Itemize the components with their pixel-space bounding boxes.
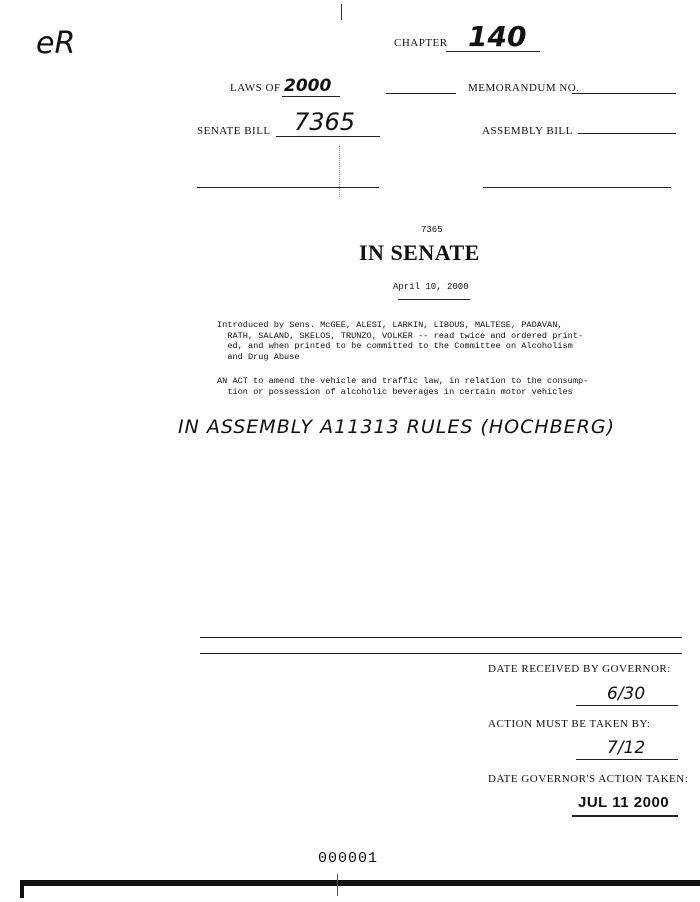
chapter-value: 140 [468, 20, 527, 53]
assembly-bill-line [578, 133, 676, 134]
bill-title: IN SENATE [359, 240, 480, 265]
introduced-line: and Drug Abuse [217, 351, 300, 362]
introduced-line: ed, and when printed to be committed to the Committee on Alcoholism [217, 341, 573, 351]
received-value: 6/30 [607, 684, 646, 704]
action-taken-line [572, 815, 678, 817]
action-by-line [576, 759, 678, 760]
divider-line-1 [200, 637, 682, 638]
memo-label: MEMORANDUM NO. [468, 82, 580, 94]
act-paragraph [217, 376, 588, 397]
scan-edge-corner [20, 880, 24, 898]
divider-line-2 [200, 653, 682, 654]
laws-value: 2000 [284, 76, 332, 96]
act-line: tion or possession of alcoholic beverages in certain motor vehicles [217, 386, 573, 397]
scan-edge-bar [20, 880, 700, 886]
received-line [576, 705, 678, 706]
bill-date: April 10, 2000 [393, 282, 469, 292]
chapter-line [446, 51, 540, 52]
page-number: 000001 [318, 850, 379, 867]
introduced-line: Introduced by Sens. McGEE, ALESI, LARKIN, LIBOUS, MALTESE, PADAVAN, [217, 320, 563, 330]
action-by-value: 7/12 [607, 738, 646, 758]
bill-number: 7365 [421, 225, 443, 235]
action-by-label: ACTION MUST BE TAKEN BY: [488, 718, 651, 730]
memo-line [572, 93, 676, 94]
assembly-bill-label: ASSEMBLY BILL [482, 125, 573, 137]
top-tick [341, 4, 342, 20]
received-label: DATE RECEIVED BY GOVERNOR: [488, 663, 671, 675]
laws-label: LAWS OF [230, 82, 281, 94]
chapter-label: CHAPTER [394, 37, 448, 49]
laws-blank-line [386, 93, 456, 94]
act-line: AN ACT to amend the vehicle and traffic law, in relation to the consump- [217, 376, 589, 386]
date-underline [398, 299, 470, 300]
action-taken-stamp: JUL 11 2000 [578, 794, 670, 811]
margin-initials: eR [36, 26, 76, 61]
handwritten-assembly-note: IN ASSEMBLY A11313 RULES (HOCHBERG) [178, 416, 616, 438]
introduced-paragraph [217, 320, 583, 362]
senate-bill-line [276, 136, 380, 137]
laws-line [282, 96, 340, 97]
senate-bill-label: SENATE BILL [197, 125, 271, 137]
scan-edge-tick [337, 874, 338, 896]
blank-line-right [483, 187, 671, 188]
senate-bill-value: 7365 [294, 108, 356, 136]
binding-mark [339, 145, 341, 197]
action-taken-label: DATE GOVERNOR'S ACTION TAKEN: [488, 773, 689, 785]
introduced-line: RATH, SALAND, SKELOS, TRUNZO, VOLKER -- read twice and ordered print- [217, 330, 584, 341]
blank-line-left [197, 187, 379, 188]
